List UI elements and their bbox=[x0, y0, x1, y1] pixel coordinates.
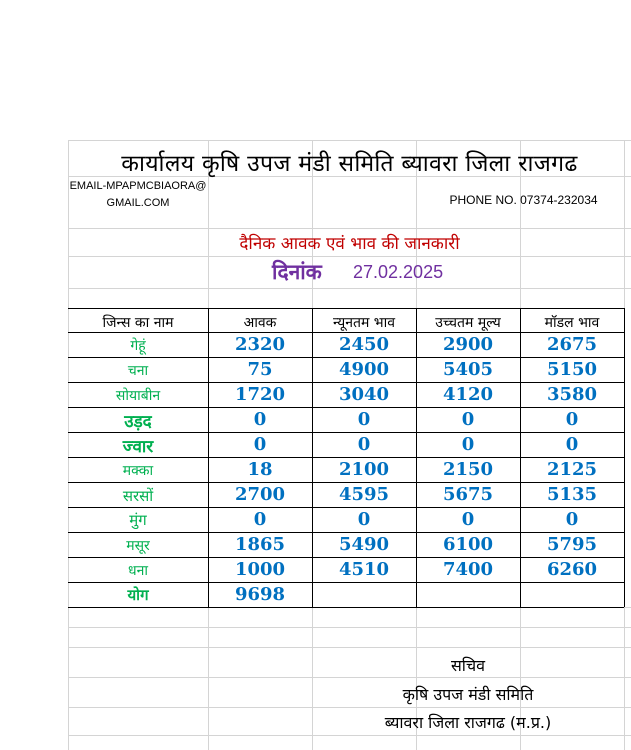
min-price-value: 4510 bbox=[338, 559, 390, 580]
arrival-value: 1865 bbox=[234, 534, 286, 555]
modal-price-value: 6260 bbox=[546, 559, 598, 580]
table-border bbox=[68, 532, 624, 533]
signature-title: सचिव bbox=[450, 656, 486, 675]
column-header-commodity: जिन्स का नाम bbox=[102, 315, 174, 331]
column-header-modal-price: मॉडल भाव bbox=[544, 315, 600, 331]
min-price-value: 2100 bbox=[338, 459, 390, 480]
grid-line bbox=[68, 627, 631, 628]
grid-line bbox=[68, 647, 631, 648]
grid-line bbox=[68, 677, 631, 678]
commodity-name: मुंग bbox=[129, 511, 147, 529]
modal-price-value: 0 bbox=[565, 434, 579, 455]
table-border bbox=[68, 432, 624, 433]
table-border bbox=[68, 332, 624, 333]
max-price-value: 2150 bbox=[442, 459, 494, 480]
signature-location: ब्यावरा जिला राजगढ (म.प्र.) bbox=[384, 713, 552, 732]
report-subtitle: दैनिक आवक एवं भाव की जानकारी bbox=[239, 234, 460, 254]
table-border bbox=[68, 382, 624, 383]
min-price-value: 4595 bbox=[338, 484, 390, 505]
commodity-name: धना bbox=[127, 563, 148, 579]
grid-line bbox=[68, 707, 631, 708]
grid-line bbox=[68, 140, 631, 141]
min-price-value: 5490 bbox=[338, 534, 390, 555]
max-price-value: 0 bbox=[461, 434, 475, 455]
arrival-value: 0 bbox=[253, 409, 267, 430]
grid-line bbox=[68, 228, 631, 229]
signature-org: कृषि उपज मंडी समिति bbox=[402, 685, 534, 704]
modal-price-value: 5135 bbox=[546, 484, 598, 505]
modal-price-value: 0 bbox=[565, 409, 579, 430]
arrival-value: 1000 bbox=[234, 559, 286, 580]
arrival-value: 0 bbox=[253, 434, 267, 455]
commodity-name: सरसों bbox=[122, 487, 154, 505]
table-border bbox=[68, 457, 624, 458]
max-price-value: 5675 bbox=[442, 484, 494, 505]
table-border bbox=[68, 308, 624, 309]
max-price-value: 7400 bbox=[442, 559, 494, 580]
table-border bbox=[68, 582, 624, 583]
page-title: कार्यालय कृषि उपज मंडी समिति ब्यावरा जिला राजगढ bbox=[121, 151, 578, 177]
max-price-value: 0 bbox=[461, 409, 475, 430]
total-label: योग bbox=[127, 586, 149, 604]
min-price-value: 3040 bbox=[338, 384, 390, 405]
table-border bbox=[624, 308, 625, 607]
table-border bbox=[68, 482, 624, 483]
column-header-min-price: न्यूनतम भाव bbox=[332, 315, 396, 331]
arrival-value: 0 bbox=[253, 509, 267, 530]
grid-line bbox=[68, 288, 631, 289]
commodity-name: मक्का bbox=[122, 463, 154, 479]
commodity-name: मसूर bbox=[126, 538, 150, 554]
table-border bbox=[68, 507, 624, 508]
column-header-arrival: आवक bbox=[243, 315, 277, 331]
modal-price-value: 0 bbox=[565, 509, 579, 530]
modal-price-value: 3580 bbox=[546, 384, 598, 405]
modal-price-value: 2125 bbox=[546, 459, 598, 480]
min-price-value: 2450 bbox=[338, 334, 390, 355]
min-price-value: 0 bbox=[357, 509, 371, 530]
max-price-value: 4120 bbox=[442, 384, 494, 405]
min-price-value: 0 bbox=[357, 434, 371, 455]
table-border bbox=[68, 407, 624, 408]
max-price-value: 2900 bbox=[442, 334, 494, 355]
grid-line bbox=[68, 735, 631, 736]
commodity-name: गेहूं bbox=[130, 338, 146, 354]
phone-number: PHONE NO. 07374-232034 bbox=[449, 193, 598, 207]
arrival-value: 1720 bbox=[234, 384, 286, 405]
modal-price-value: 5795 bbox=[546, 534, 598, 555]
commodity-name: सोयाबीन bbox=[115, 388, 161, 404]
arrival-value: 2320 bbox=[234, 334, 286, 355]
commodity-name: ज्वार bbox=[122, 437, 154, 457]
table-border bbox=[68, 557, 624, 558]
min-price-value: 0 bbox=[357, 409, 371, 430]
email-address: EMAIL-MPAPMCBIAORA@GMAIL.COM bbox=[69, 180, 207, 209]
modal-price-value: 2675 bbox=[546, 334, 598, 355]
commodity-name: उड़द bbox=[124, 412, 152, 432]
table-border bbox=[68, 607, 624, 608]
date-label: दिनांक bbox=[272, 260, 322, 284]
grid-line bbox=[68, 256, 631, 257]
table-border bbox=[68, 357, 624, 358]
column-header-max-price: उच्चतम मूल्य bbox=[435, 315, 501, 331]
arrival-value: 18 bbox=[247, 459, 273, 480]
max-price-value: 0 bbox=[461, 509, 475, 530]
total-arrival-value: 9698 bbox=[234, 584, 286, 605]
min-price-value: 4900 bbox=[338, 359, 390, 380]
modal-price-value: 5150 bbox=[546, 359, 598, 380]
arrival-value: 2700 bbox=[234, 484, 286, 505]
date-value: 27.02.2025 bbox=[353, 262, 444, 282]
commodity-name: चना bbox=[127, 363, 149, 379]
max-price-value: 5405 bbox=[442, 359, 494, 380]
max-price-value: 6100 bbox=[442, 534, 494, 555]
arrival-value: 75 bbox=[247, 359, 273, 380]
